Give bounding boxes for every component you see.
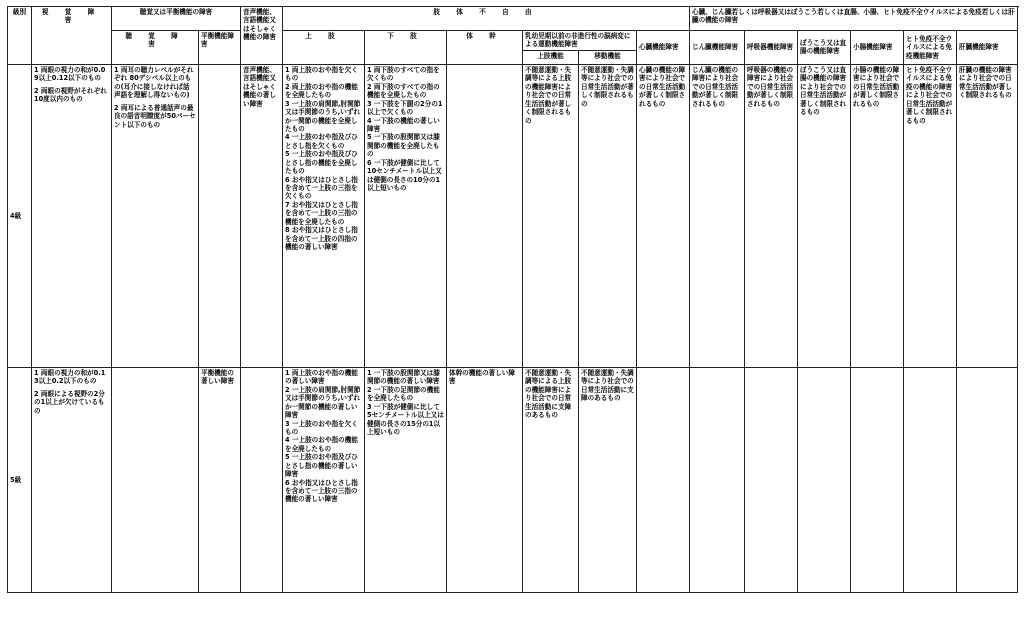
grade-5-upper-item: 6 おや指又はひとさし指を含めて一上肢の三指の機能の著しい障害 [285, 478, 358, 504]
header-balance: 平衡機能障害 [199, 31, 241, 65]
grade-5-label: 5級 [8, 367, 32, 592]
grade-4-hearing [112, 64, 199, 367]
grade-4-lower-item: 4 一下肢の機能の著しい障害 [367, 116, 440, 133]
header-grade: 級別 [8, 7, 32, 65]
header-hearing-balance: 聴覚又は平衡機能の障害 [112, 7, 241, 31]
grade-5-balance: 平衡機能の著しい障害 [199, 367, 241, 592]
grade-4-lower-item: 5 一下肢の股関節又は膝関節の機能を全廃したもの [367, 133, 440, 159]
header-limb: 肢 体 不 自 由 [283, 7, 690, 31]
grade-5-hearing [112, 367, 199, 592]
grade-4-infant-upper: 不随意運動・失調等による上肢の機能障害により社会での日常生活活動が著しく制限されるもの [523, 64, 579, 367]
grade-4-heart: 心臓の機能の障害により社会での日常生活活動が著しく制限されるもの [637, 64, 690, 367]
header-voice: 音声機能、言語機能又はそしゃく機能の障害 [241, 7, 283, 65]
grade-4-lower-item: 1 両下肢のすべての指を欠くもの [367, 65, 440, 83]
grade-4-upper-item: 8 おや指又はひとさし指を含めて一上肢の四指の機能の著しい障害 [285, 226, 358, 252]
header-upper: 上 肢 [283, 31, 365, 65]
header-heart: 心臓機能障害 [637, 31, 690, 65]
grade-4-kidney: じん臓の機能の障害により社会での日常生活活動が著しく制限されるもの [690, 64, 745, 367]
grade-4-upper-item: 3 一上肢の肩関節,肘関節又は手関節のうち,いずれか一関節の機能を全廃したもの [285, 99, 361, 133]
grade-5-upper-item: 4 一上肢のおや指の機能を全廃したもの [285, 436, 358, 453]
grade-5-lower-item: 3 一下肢が健側に比して5センチメートル以上又は健側の長さの15分の1以上短いもの [367, 402, 444, 436]
grade-4-lower-item: 2 両下肢のすべての指の機能を全廃したもの [367, 82, 440, 100]
header-infant: 乳幼児期以前の非進行性の脳病変による運動機能障害 [523, 31, 637, 51]
grade-4-lower [365, 64, 447, 367]
grade-5-trunk: 体幹の機能の著しい障害 [447, 367, 523, 592]
grade-4-intestine: 小腸の機能の障害により社会での日常生活活動が著しく制限されるもの [851, 64, 904, 367]
grade-5-vision-item: 1 両眼の視力の和が0.13以上0.2以下のもの [34, 368, 106, 386]
grade-5-bladder [798, 367, 851, 592]
grade-5-liver [957, 367, 1018, 592]
grade-4-row [8, 64, 1018, 367]
grade-4-upper-item: 1 両上肢のおや指を欠くもの [285, 65, 358, 83]
header-kidney: じん臓機能障害 [690, 31, 745, 65]
grade-4-lower-item: 3 一下肢を下腿の2分の1以上で欠くもの [367, 99, 443, 117]
grade-4-hearing-item: 1 両耳の聴力レベルがそれぞれ 80デシベル以上のもの(耳介に接しなければ話声語を理解し得ないもの) [114, 65, 194, 100]
grade-4-voice: 音声機能、言語機能又はそしゃく機能の著しい障害 [241, 64, 283, 367]
header-trunk: 体 幹 [447, 31, 523, 65]
grade-5-infant-upper: 不随意運動・失調等による上肢の機能障害により社会での日常生活活動に支障のあるもの [523, 367, 579, 592]
grade-5-hiv [904, 367, 957, 592]
grade-5-vision-item: 2 両眼による視野の2分の1以上が欠けているもの [34, 389, 105, 415]
grade-4-upper-item: 4 一上肢のおや指及びひとさし指を欠くもの [285, 133, 358, 150]
grade-5-upper [283, 367, 365, 592]
grade-5-lower [365, 367, 447, 592]
header-lower: 下 肢 [365, 31, 447, 65]
grade-5-lower-item: 2 一下肢の足関節の機能を全廃したもの [367, 385, 440, 403]
grade-5-upper-item: 1 両上肢のおや指の機能の著しい障害 [285, 368, 358, 386]
grade-5-kidney [690, 367, 745, 592]
header-liver: 肝臓機能障害 [957, 31, 1018, 65]
grade-5-voice [241, 367, 283, 592]
grade-5-upper-item: 3 一上肢のおや指を欠くもの [285, 419, 358, 436]
header-respiratory: 呼吸器機能障害 [745, 31, 798, 65]
grade-5-upper-item: 5 一上肢のおや指及びひとさし指の機能の著しい障害 [285, 453, 358, 479]
grade-4-respiratory: 呼吸器の機能の障害により社会での日常生活活動が著しく制限されるもの [745, 64, 798, 367]
header-infant-upper: 上肢機能 [523, 50, 579, 64]
grade-5-upper-item: 2 一上肢の肩関節,肘関節又は手関節のうち,いずれか一関節の機能の著しい障害 [285, 385, 361, 420]
grade-4-upper [283, 64, 365, 367]
grade-4-vision-item: 2 両眼の視野がそれぞれ10度以内のもの [34, 86, 107, 104]
grade-4-liver: 肝臓の機能の障害により社会での日常生活活動が著しく制限されるもの [957, 64, 1018, 367]
disability-grade-table-container [7, 6, 1018, 593]
disability-grade-table [7, 6, 1018, 593]
grade-4-vision-item: 1 両眼の視力の和が0.09以上0.12以下のもの [34, 65, 106, 83]
grade-4-hearing-item: 2 両耳による普通話声の最良の語音明瞭度が50パーセント以下のもの [114, 103, 196, 129]
grade-4-bladder: ぼうこう又は直腸の機能の障害により社会での日常生活活動が著しく制限されるもの [798, 64, 851, 367]
header-internal: 心臓、じん臓若しくは呼吸器又はぼうこう若しくは直腸、小腸、ヒト免疫不全ウイルスによる免疫若しくは肝臓の機能の障害 [690, 7, 1018, 31]
grade-5-intestine [851, 367, 904, 592]
grade-4-hiv: ヒト免疫不全ウイルスによる免疫の機能の障害により社会での日常生活活動が著しく制限されるもの [904, 64, 957, 367]
header-intestine: 小腸機能障害 [851, 31, 904, 65]
header-vision: 視 覚 障 害 [32, 7, 112, 65]
grade-4-balance [199, 64, 241, 367]
grade-4-infant-move: 不随意運動・失調等により社会での日常生活活動が著しく制限されるもの [579, 64, 637, 367]
grade-5-vision [32, 367, 112, 592]
grade-4-upper-item: 2 両上肢のおや指の機能を全廃したもの [285, 82, 358, 100]
grade-4-upper-item: 7 おや指又はひとさし指を含めて一上肢の三指の機能を全廃したもの [285, 200, 358, 226]
header-bladder: ぼうこう又は直腸の機能障害 [798, 31, 851, 65]
header-hearing: 聴 覚 障 害 [112, 31, 199, 65]
grade-4-upper-item: 5 一上肢のおや指及びひとさし指の機能を全廃したもの [285, 150, 358, 176]
grade-5-heart [637, 367, 690, 592]
grade-4-vision [32, 64, 112, 367]
grade-4-trunk [447, 64, 523, 367]
header-hiv: ヒト免疫不全ウイルスによる免疫機能障害 [904, 31, 957, 65]
grade-5-lower-item: 1 一下肢の股関節又は膝関節の機能の著しい障害 [367, 368, 440, 386]
grade-4-lower-item: 6 一下肢が健側に比して10センチメートル以上又は健側の長さの10分の1以上短いもの [367, 158, 442, 192]
grade-5-row [8, 367, 1018, 592]
grade-4-upper-item: 6 おや指又はひとさし指を含めて一上肢の三指を欠くもの [285, 175, 358, 201]
header-infant-move: 移動機能 [579, 50, 637, 64]
grade-5-respiratory [745, 367, 798, 592]
grade-5-infant-move: 不随意運動・失調等により社会での日常生活活動に支障のあるもの [579, 367, 637, 592]
grade-4-label: 4級 [8, 64, 32, 367]
